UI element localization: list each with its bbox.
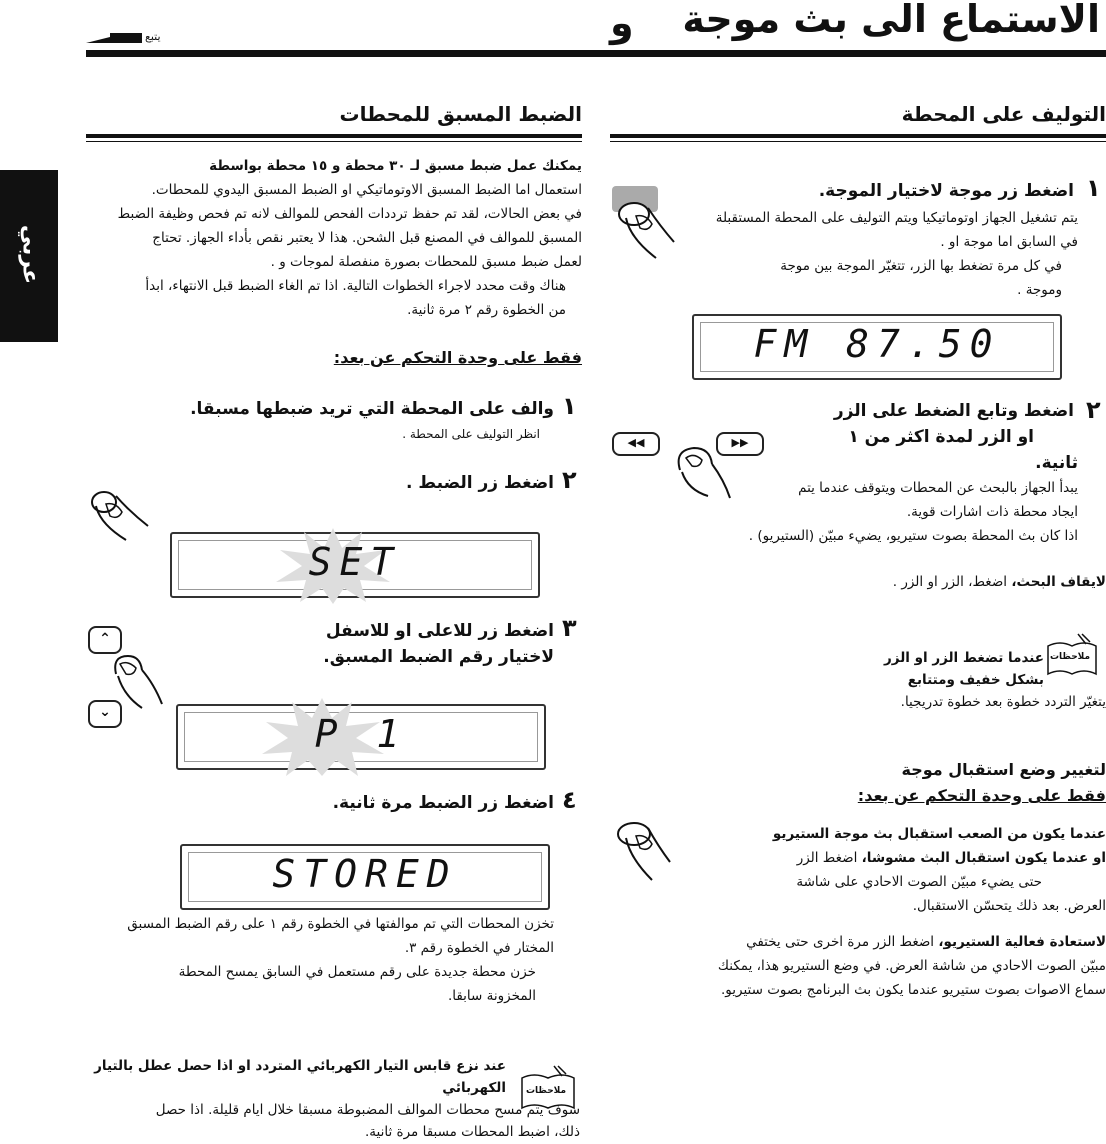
note1-line1: عندما تضغط الزر او الزر — [884, 650, 1044, 666]
note1-line2: بشكل خفيف ومتتابع — [907, 672, 1044, 688]
language-side-tab — [0, 170, 58, 342]
preset-step2-number: ٢ — [562, 466, 577, 494]
preset-note-line2: الكهربائي — [442, 1080, 506, 1096]
preset-intro-7: من الخطوة رقم ٢ مرة ثانية. — [407, 302, 566, 318]
display-fm — [692, 314, 1062, 380]
mode-line2-lead: او عندما يكون استقبال البث مشوشا، — [861, 850, 1106, 866]
after-line1: تخزن المحطات التي تم موالفتها في الخطوة رقم ١ على رقم الضبط المسبق — [127, 916, 554, 932]
display-preset — [176, 704, 546, 770]
mode-restore-rest: اضغط الزر مرة اخرى حتى يختفي — [746, 934, 935, 950]
mode-restore-lead: لاستعادة فعالية الستيريو، — [938, 934, 1106, 950]
step1-body-3: في كل مرة تضغط بها الزر، تتغيّر الموجة بين موجة — [780, 258, 1062, 274]
preset-note-line4: ذلك، اضبط المحطات مسبقا مرة ثانية. — [365, 1124, 580, 1140]
note1-label: ملاحظات — [1050, 652, 1091, 662]
preset-note-label: ملاحظات — [526, 1086, 567, 1096]
finger-press-icon — [88, 488, 152, 544]
stop-search-lead: لايقاف البحث، — [1011, 574, 1106, 590]
page-title-and: و — [610, 1, 634, 45]
preset-step1-number: ١ — [562, 392, 577, 420]
step1-body-2: في السابق اما موجة او . — [940, 234, 1078, 250]
preset-step3-number: ٣ — [562, 614, 577, 642]
mode-line4: العرض. بعد ذلك يتحسّن الاستقبال. — [912, 898, 1106, 914]
mode-line2 — [606, 846, 1106, 870]
after-line2: المختار في الخطوة رقم ٣. — [404, 940, 554, 956]
display-set — [170, 532, 540, 598]
step1-number: ١ — [1086, 174, 1101, 202]
preset-step4-title: اضغط زر الضبط مرة ثانية. — [332, 793, 554, 813]
mode-subheading: فقط على وحدة التحكم عن بعد: — [857, 786, 1106, 805]
mode-line2-rest: اضغط الزر — [796, 850, 858, 866]
mode-restore — [612, 930, 1106, 954]
preset-step3-title-2: لاختيار رقم الضبط المسبق. — [323, 647, 554, 667]
stop-search-text — [606, 570, 1106, 594]
preset-step1-title: والف على المحطة التي تريد ضبطها مسبقا. — [190, 399, 554, 419]
preset-note-line3: سوف يتم مسح محطات الموالف المضبوطة مسبقا خلال ايام قليلة. اذا حصل — [155, 1102, 580, 1118]
stop-search-rest: اضغط، الزر او الزر . — [892, 574, 1008, 590]
previous-button[interactable]: ◀◀ — [612, 432, 660, 456]
remote-only-heading: فقط على وحدة التحكم عن بعد: — [333, 348, 582, 367]
preset-heading: الضبط المسبق للمحطات — [339, 102, 582, 126]
after-line3: خزن محطة جديدة على رقم مستعمل في السابق يمسح المحطة — [178, 964, 536, 980]
tuning-rule — [610, 134, 1106, 138]
preset-step4-number: ٤ — [562, 786, 577, 814]
finger-press-icon — [672, 440, 732, 500]
preset-rule — [86, 134, 582, 138]
step2-number: ٢ — [1086, 396, 1101, 424]
preset-note-line1: عند نزع قابس التيار الكهربائي المتردد او اذا حصل عطل بالتيار — [94, 1058, 506, 1074]
preset-intro-5: لعمل ضبط مسبق للمحطات بصورة منفصلة لموجات و . — [270, 254, 582, 270]
step2-body-3: اذا كان بث المحطة بصوت ستيريو، يضيء مبيّن (الستيريو) . — [748, 528, 1078, 544]
step2-body-2: ايجاد محطة ذات اشارات قوية. — [906, 504, 1078, 520]
step2-title-3: ثانية. — [1035, 453, 1078, 473]
preset-intro-3: في بعض الحالات، لقد تم حفظ ترددات الفحص للموالف لانه تم فحص وظيفة الضبط — [117, 206, 582, 222]
step1-body-1: يتم تشغيل الجهاز اوتوماتيكيا ويتم التوليف على المحطة المستقبلة — [715, 210, 1078, 226]
mode-heading: لتغيير وضع استقبال موجة — [901, 760, 1106, 779]
display-fm-text: FM 87.50 — [753, 322, 1001, 366]
step1-title: اضغط زر موجة لاختيار الموجة. — [818, 181, 1074, 201]
after-line4: المخزونة سابقا. — [447, 988, 536, 1004]
mode-restore-3: سماع الاصوات بصوت ستيريو عندما يكون بث البرنامج بصوت ستيريو. — [721, 982, 1106, 998]
display-preset-text: P 1 — [314, 712, 408, 756]
display-stored — [180, 844, 550, 910]
preset-intro-4: المسبق للموالف في المصنع قبل الشحن. هذا لا يعتبر نقص بأداء الجهاز. تحتاج — [152, 230, 582, 246]
continued-label: يتبع — [145, 30, 161, 43]
up-button[interactable] — [88, 626, 122, 654]
preset-intro-6: هناك وقت محدد لاجراء الخطوات التالية. اذا تم الغاء الضبط قبل الانتهاء، ابدأ — [145, 278, 566, 294]
step2-body-1: يبدأ الجهاز بالبحث عن المحطات ويتوقف عندما يتم — [798, 480, 1078, 496]
preset-rule-thin — [86, 141, 582, 142]
mode-restore-2: مبيّن الصوت الاحادي من شاشة العرض. في وضع الستيريو هذا، يمكنك — [717, 958, 1106, 974]
mode-line1: عندما يكون من الصعب استقبال بث موجة الستيريو — [772, 826, 1106, 842]
preset-step3-title-1: اضغط زر للاعلى او للاسفل — [325, 621, 554, 641]
header-rule — [86, 50, 1106, 57]
preset-intro-2: استعمال اما الضبط المسبق الاوتوماتيكي او الضبط المسبق اليدوي للمحطات. — [151, 182, 582, 198]
display-set-text: SET — [308, 540, 402, 584]
step2-title-2: او الزر لمدة اكثر من ١ — [848, 427, 1034, 447]
preset-intro-1: يمكنك عمل ضبط مسبق لـ ٣٠ محطة و ١٥ محطة بواسطة — [209, 158, 582, 174]
continued-arrow-icon — [86, 22, 142, 44]
chevron-down-icon: ⌄ — [99, 704, 111, 720]
finger-press-icon — [612, 818, 672, 888]
chevron-up-icon: ⌃ — [99, 631, 111, 647]
step1-body-4: وموجة . — [1017, 282, 1062, 298]
preset-step1-sub: انظر التوليف على المحطة . — [402, 427, 540, 441]
display-stored-text: STORED — [272, 852, 458, 896]
finger-press-icon — [612, 196, 682, 266]
note1-line3: يتغيّر التردد خطوة بعد خطوة تدريجيا. — [900, 694, 1106, 710]
language-tab-label: عربي — [17, 224, 43, 285]
mode-line3: حتى يضيء مبيّن الصوت الاحادي على شاشة — [796, 874, 1042, 890]
next-button[interactable]: ▶▶ — [716, 432, 764, 456]
tuning-heading: التوليف على المحطة — [901, 102, 1106, 126]
finger-press-icon — [108, 652, 168, 716]
tuning-rule-thin — [610, 141, 1106, 142]
preset-step2-title: اضغط زر الضبط . — [406, 473, 554, 493]
page-title: الاستماع الى بث موجة — [682, 0, 1100, 41]
step2-title-1: اضغط وتابع الضغط على الزر — [833, 401, 1074, 421]
